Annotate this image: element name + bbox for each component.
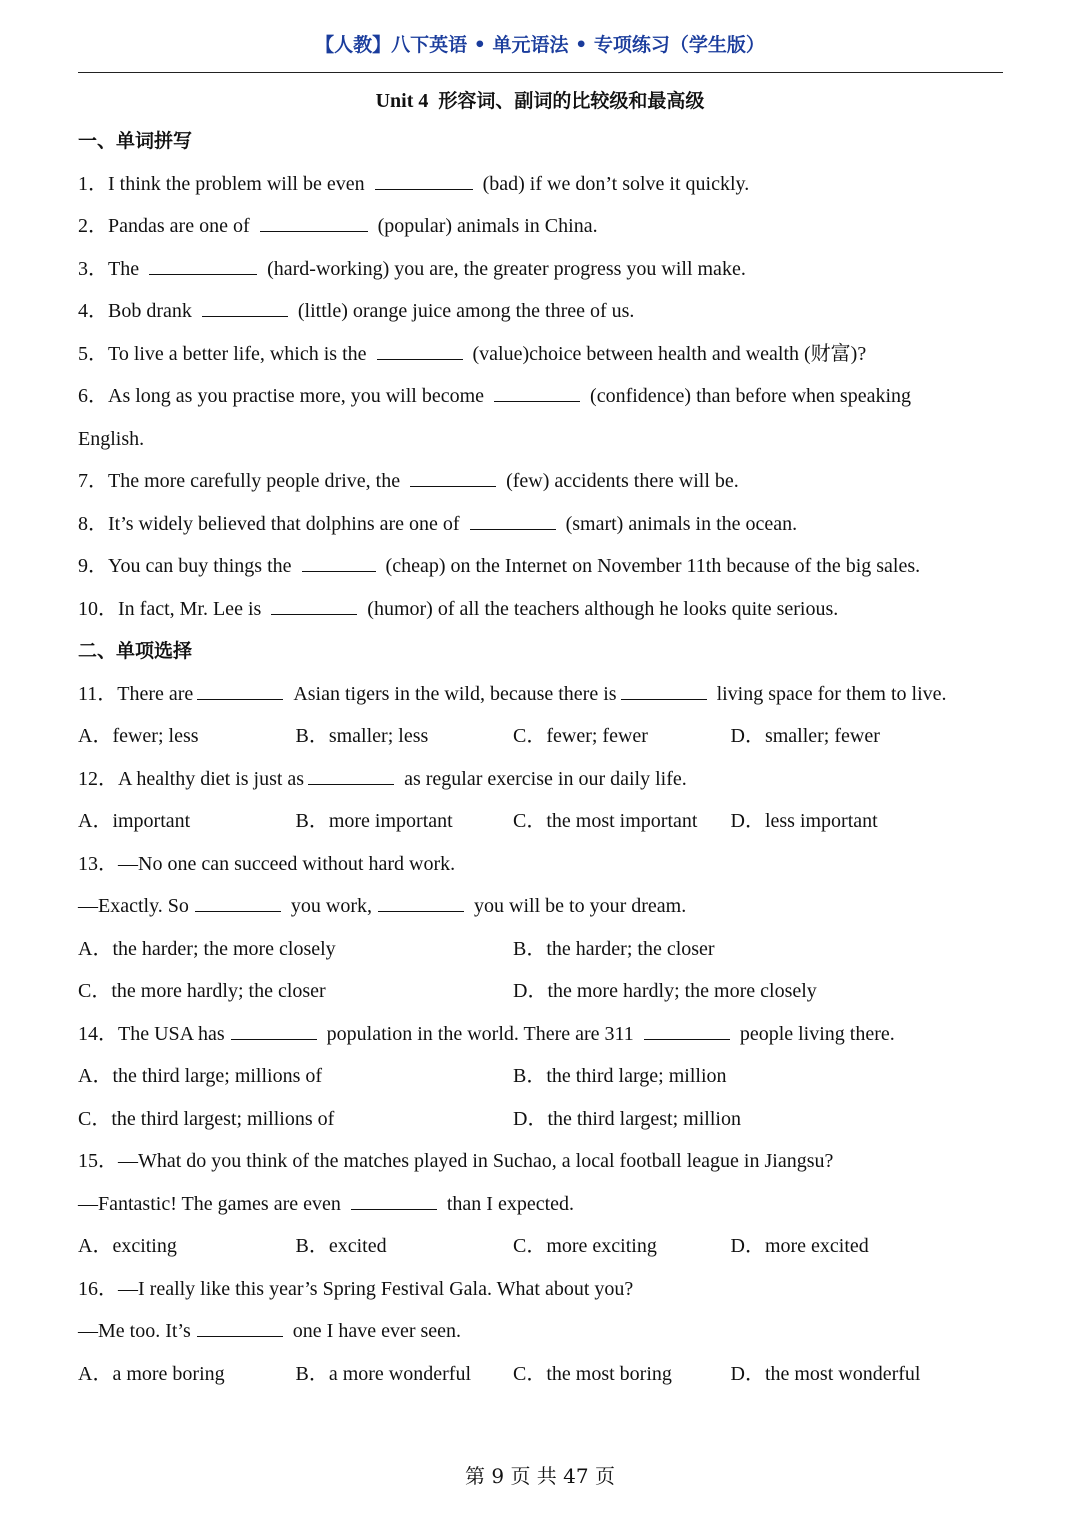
answer-blank[interactable] xyxy=(231,1023,317,1040)
question-5: 5．To live a better life, which is the (value)choice between health and wealth (财富)? xyxy=(78,342,867,365)
question-14-options-row1 xyxy=(78,1055,1008,1098)
option-b[interactable]: B．the harder; the closer xyxy=(513,937,715,960)
question-16: 16．—I really like this year’s Spring Festival Gala. What about you? xyxy=(78,1277,634,1300)
question-1: 1．I think the problem will be even (bad) if we don’t solve it quickly. xyxy=(78,172,750,195)
answer-blank[interactable] xyxy=(621,683,707,700)
question-6: 6．As long as you practise more, you will become (confidence) than before when speaking xyxy=(78,385,911,407)
question-7: 7．The more carefully people drive, the (few) accidents there will be. xyxy=(78,470,739,492)
question-2: 2．Pandas are one of (popular) animals in China. xyxy=(78,215,598,237)
option-b[interactable]: B．smaller; less xyxy=(295,725,429,747)
option-d[interactable]: D．the more hardly; the more closely xyxy=(513,980,817,1002)
answer-blank[interactable] xyxy=(351,1193,437,1210)
option-c[interactable]: C．fewer; fewer xyxy=(513,725,648,747)
answer-blank[interactable] xyxy=(377,343,463,360)
answer-blank[interactable] xyxy=(378,895,464,912)
unit-label: Unit 4 xyxy=(375,90,429,112)
option-b[interactable]: B．a more wonderful xyxy=(295,1362,472,1385)
question-8: 8．It’s widely believed that dolphins are one of (smart) animals in the ocean. xyxy=(78,512,798,535)
option-d[interactable]: D．less important xyxy=(730,810,878,832)
option-a[interactable]: A．the third large; millions of xyxy=(78,1065,323,1087)
question-10: 10．In fact, Mr. Lee is (humor) of all the teachers although he looks quite serious. xyxy=(78,597,839,620)
option-a[interactable]: A．fewer; less xyxy=(78,725,199,747)
page-footer: 第 9 页 共 47 页 xyxy=(465,1464,615,1488)
question-13-options-row2 xyxy=(78,970,1008,1013)
option-b[interactable]: B．the third large; million xyxy=(513,1065,727,1087)
answer-blank[interactable] xyxy=(308,768,394,785)
option-a[interactable]: A．a more boring xyxy=(78,1362,225,1385)
answer-blank[interactable] xyxy=(195,895,281,912)
question-6-continued: English. xyxy=(78,427,145,450)
section-heading-spelling: 一、单词拼写 xyxy=(78,130,193,152)
option-c[interactable]: C．the third largest; millions of xyxy=(78,1107,335,1130)
option-d[interactable]: D．more excited xyxy=(730,1235,869,1257)
answer-blank[interactable] xyxy=(271,598,357,615)
answer-blank[interactable] xyxy=(644,1023,730,1040)
section-heading-choice: 二、单项选择 xyxy=(78,640,193,662)
question-11: 11．There are Asian tigers in the wild, because there is living space for them to live. xyxy=(78,682,947,705)
question-16-options xyxy=(78,1353,1008,1396)
question-12: 12．A healthy diet is just as as regular exercise in our daily life. xyxy=(78,767,687,790)
answer-blank[interactable] xyxy=(202,300,288,317)
question-14: 14．The USA has population in the world. There are 311 people living there. xyxy=(78,1022,895,1045)
option-d[interactable]: D．smaller; fewer xyxy=(730,725,880,747)
question-13-reply: —Exactly. So you work, you will be to your dream. xyxy=(78,895,687,917)
question-16-reply: —Me too. It’s one I have ever seen. xyxy=(78,1320,462,1342)
answer-blank[interactable] xyxy=(149,258,257,275)
option-a[interactable]: A．important xyxy=(78,810,191,832)
answer-blank[interactable] xyxy=(375,173,473,190)
option-b[interactable]: B．excited xyxy=(295,1235,387,1257)
question-4: 4．Bob drank (little) orange juice among the three of us. xyxy=(78,300,635,322)
answer-blank[interactable] xyxy=(260,215,368,232)
answer-blank[interactable] xyxy=(494,385,580,402)
option-c[interactable]: C．the more hardly; the closer xyxy=(78,980,326,1002)
worksheet-content xyxy=(78,120,1008,1395)
option-c[interactable]: C．the most important xyxy=(513,810,698,832)
page-title xyxy=(0,86,1080,113)
option-a[interactable]: A．exciting xyxy=(78,1235,177,1257)
answer-blank[interactable] xyxy=(197,683,283,700)
answer-blank[interactable] xyxy=(470,513,556,530)
header-divider xyxy=(78,72,1003,73)
option-a[interactable]: A．the harder; the more closely xyxy=(78,937,336,960)
question-13: 13．—No one can succeed without hard work. xyxy=(78,852,456,875)
option-b[interactable]: B．more important xyxy=(295,810,453,832)
answer-blank[interactable] xyxy=(302,555,376,572)
option-d[interactable]: D．the most wonderful xyxy=(730,1362,921,1385)
option-c[interactable]: C．the most boring xyxy=(513,1362,672,1385)
option-c[interactable]: C．more exciting xyxy=(513,1235,657,1257)
question-15: 15．—What do you think of the matches played in Suchao, a local football league in Jiangsu? xyxy=(78,1150,834,1172)
question-13-options-row1 xyxy=(78,928,1008,971)
question-15-reply: —Fantastic! The games are even than I expected. xyxy=(78,1192,575,1215)
option-d[interactable]: D．the third largest; million xyxy=(513,1107,741,1130)
question-12-options xyxy=(78,800,1008,843)
answer-blank[interactable] xyxy=(410,470,496,487)
question-14-options-row2 xyxy=(78,1098,1008,1141)
question-3: 3．The (hard-working) you are, the greater progress you will make. xyxy=(78,257,746,280)
question-9: 9．You can buy things the (cheap) on the Internet on November 11th because of the big sales. xyxy=(78,555,921,577)
question-11-options xyxy=(78,715,1008,758)
answer-blank[interactable] xyxy=(197,1320,283,1337)
unit-topic: 形容词、副词的比较级和最高级 xyxy=(438,90,705,112)
question-15-options xyxy=(78,1225,1008,1268)
page-header: 【人教】八下英语 • 单元语法 • 专项练习（学生版） xyxy=(315,34,765,56)
